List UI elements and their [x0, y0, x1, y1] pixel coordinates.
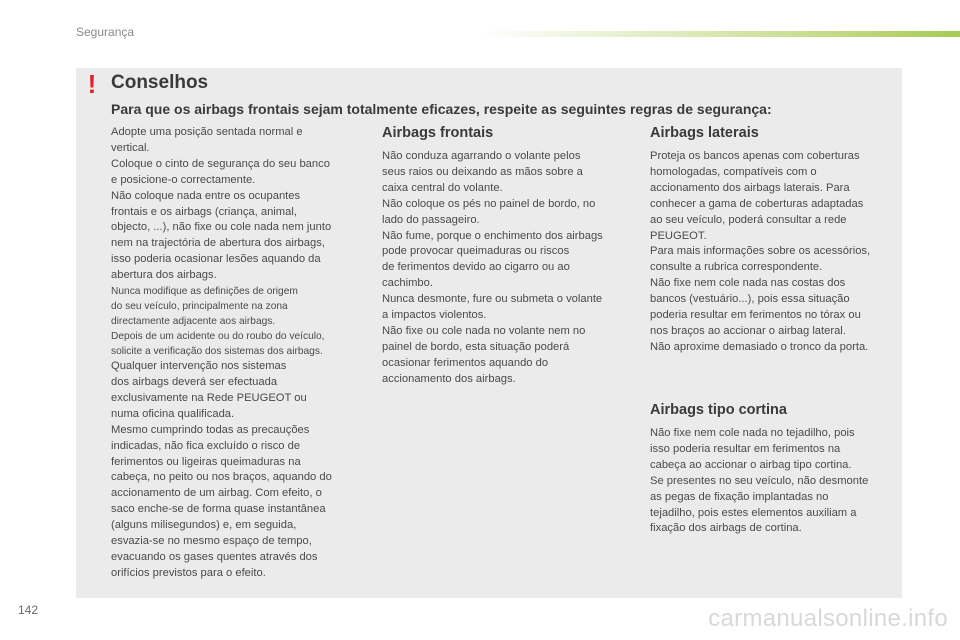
- text-line: ocasionar ferimentos aquando do: [382, 356, 549, 369]
- section-label: Segurança: [76, 25, 135, 39]
- text-line: Nunca desmonte, fure ou submeta o volante: [382, 293, 603, 306]
- text-line: Coloque o cinto de segurança do seu banco: [111, 157, 330, 170]
- text-line: Proteja os bancos apenas com coberturas: [650, 150, 860, 162]
- text-line: objecto, ...), não fixe ou cole nada nem junto: [111, 221, 332, 234]
- text-line: vertical.: [111, 141, 150, 154]
- text-line: Não fume, porque o enchimento dos airbags: [382, 229, 603, 242]
- text-line: Para mais informações sobre os acessórios,: [650, 245, 871, 258]
- text-line: isso poderia ocasionar lesões aquando da: [111, 253, 321, 266]
- text-line: homologadas, compatíveis com o: [650, 165, 817, 178]
- frontais-text: [382, 149, 632, 388]
- general-advice-small-text: [111, 284, 361, 359]
- text-line: pode provocar queimaduras ou riscos: [382, 245, 570, 258]
- text-line: cabeça ao accionar o airbag tipo cortina.: [650, 458, 852, 471]
- text-line: nos braços ao accionar o airbag lateral.: [650, 324, 846, 337]
- text-line: cachimbo.: [382, 277, 433, 290]
- text-line: do seu veículo, principalmente na zona: [111, 301, 288, 313]
- text-line: solicite a verificação dos sistemas dos airbags.: [111, 346, 323, 358]
- text-line: isso poderia resultar em ferimentos na: [650, 442, 841, 455]
- text-line: frontais e os airbags (criança, animal,: [111, 205, 297, 218]
- text-line: cabeça, no peito ou nos braços, aquando do: [111, 471, 332, 484]
- text-line: as pegas de fixação implantadas no: [650, 490, 829, 503]
- cortina-text: [650, 426, 900, 537]
- text-line: Mesmo cumprindo todas as precauções: [111, 423, 310, 436]
- text-line: Adopte uma posição sentada normal e: [111, 126, 303, 138]
- text-line: a impactos violentos.: [382, 309, 487, 322]
- text-line: de ferimentos devido ao cigarro ou ao: [382, 261, 570, 274]
- text-line: Não fixe ou cole nada no volante nem no: [382, 324, 586, 337]
- text-line: caixa central do volante.: [382, 181, 503, 194]
- general-advice-text-rest: [111, 359, 361, 582]
- text-line: tejadilho, pois estes elementos auxiliam a: [650, 506, 857, 519]
- text-line: indicadas, não fica excluído o risco de: [111, 439, 301, 452]
- page-number: 142: [18, 603, 39, 617]
- text-line: exclusivamente na Rede PEUGEOT ou: [111, 391, 307, 404]
- text-line: abertura dos airbags.: [111, 269, 217, 282]
- text-line: painel de bordo, esta situação poderá: [382, 340, 570, 353]
- text-line: (alguns milisegundos) e, em seguida,: [111, 519, 297, 532]
- text-line: conhecer a gama de coberturas adaptadas: [650, 197, 864, 210]
- text-line: Não aproxime demasiado o tronco da porta.: [650, 340, 869, 353]
- text-line: Qualquer intervenção nos sistemas: [111, 360, 287, 373]
- text-line: evacuando os gases quentes através dos: [111, 550, 318, 563]
- text-line: seus raios ou deixando as mãos sobre a: [382, 165, 583, 178]
- heading-airbags-laterais: Airbags laterais: [650, 125, 759, 141]
- text-line: Não coloque os pés no painel de bordo, no: [382, 197, 596, 210]
- intro-text: Para que os airbags frontais sejam totalmente eficazes, respeite as seguintes regras de segurança:: [111, 101, 772, 117]
- text-line: accionamento de um airbag. Com efeito, o: [111, 487, 322, 500]
- general-advice-text: [111, 125, 361, 284]
- text-line: ferimentos ou ligeiras queimaduras na: [111, 455, 301, 468]
- text-line: orifícios previstos para o efeito.: [111, 566, 266, 579]
- text-line: dos airbags deverá ser efectuada: [111, 375, 278, 388]
- text-line: consulte a rubrica correspondente.: [650, 261, 823, 274]
- text-line: saco enche-se de forma quase instantânea: [111, 503, 326, 516]
- text-line: Não coloque nada entre os ocupantes: [111, 189, 301, 202]
- text-line: numa oficina qualificada.: [111, 407, 235, 420]
- text-line: esvazia-se no mesmo espaço de tempo,: [111, 535, 312, 548]
- text-line: lado do passageiro.: [382, 213, 480, 226]
- text-line: e posicione-o correctamente.: [111, 173, 256, 186]
- watermark: carmanualsonline.info: [708, 605, 948, 632]
- text-line: Se presentes no seu veículo, não desmonte: [650, 474, 869, 487]
- header-accent-bar: [480, 31, 960, 37]
- text-line: Não fixe nem cole nada no tejadilho, pois: [650, 427, 855, 439]
- text-line: Depois de um acidente ou do roubo do veículo,: [111, 331, 325, 343]
- text-line: bancos (vestuário...), pois essa situação: [650, 293, 850, 306]
- heading-airbags-frontais: Airbags frontais: [382, 125, 494, 141]
- text-line: nem na trajectória de abertura dos airbags,: [111, 237, 325, 250]
- text-line: Nunca modifique as definições de origem: [111, 286, 298, 298]
- heading-airbags-cortina: Airbags tipo cortina: [650, 402, 787, 418]
- text-line: PEUGEOT.: [650, 229, 707, 242]
- text-line: Não fixe nem cole nada nas costas dos: [650, 277, 846, 290]
- laterais-text: [650, 149, 900, 356]
- text-line: Não conduza agarrando o volante pelos: [382, 150, 581, 162]
- text-line: accionamento dos airbags laterais. Para: [650, 181, 850, 194]
- text-line: fixação dos airbags de cortina.: [650, 522, 802, 535]
- text-line: ao seu veículo, poderá consultar a rede: [650, 213, 847, 226]
- text-line: accionamento dos airbags.: [382, 372, 516, 385]
- exclamation-icon: !: [87, 69, 97, 99]
- panel-title: Conselhos: [111, 72, 209, 93]
- text-line: poderia resultar em ferimentos no tórax ou: [650, 309, 861, 322]
- general-advice-column: [111, 125, 361, 582]
- text-line: directamente adjacente aos airbags.: [111, 316, 276, 328]
